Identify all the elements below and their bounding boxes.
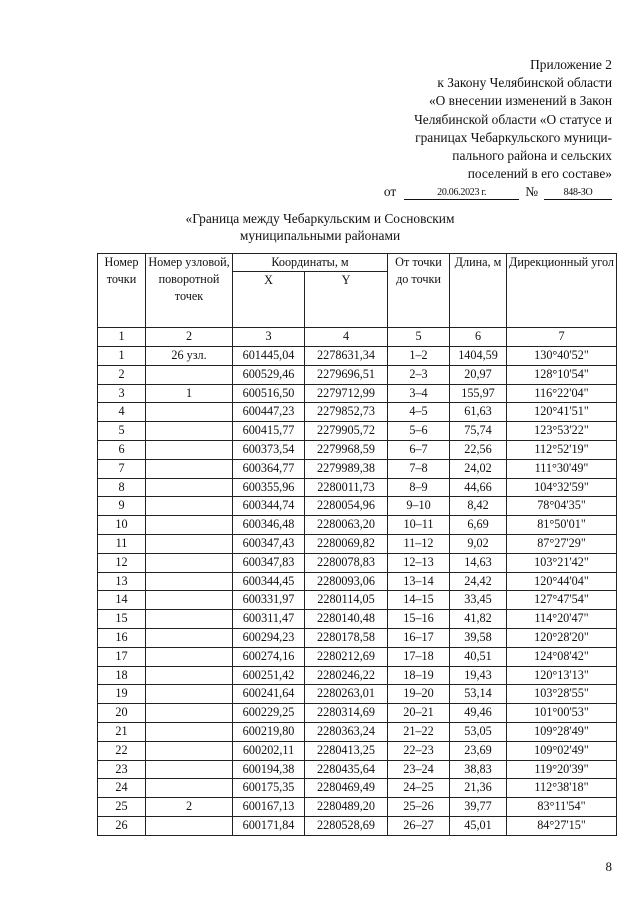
cell-angle: 128°10'54": [507, 365, 617, 384]
cell-angle: 120°44'04": [507, 572, 617, 591]
cell-node-number: [146, 647, 233, 666]
cell-length: 19,43: [450, 666, 507, 685]
cell-length: 14,63: [450, 553, 507, 572]
cell-length: 39,77: [450, 798, 507, 817]
table-row: [98, 816, 617, 835]
appendix-header: [352, 56, 612, 202]
cell-x: 600355,96: [233, 478, 305, 497]
cell-length: 6,69: [450, 516, 507, 535]
cell-x: 600344,45: [233, 572, 305, 591]
cell-point-number: 10: [98, 516, 146, 535]
cell-point-number: 9: [98, 497, 146, 516]
cell-x: 600251,42: [233, 666, 305, 685]
table-body: [98, 328, 617, 836]
law-number: 848-ЗО: [544, 187, 612, 200]
cell-y: 2279712,99: [305, 384, 388, 403]
cell-length: 53,05: [450, 722, 507, 741]
appendix-line: «О внесении изменений в Закон: [428, 93, 612, 109]
cell-length: 23,69: [450, 741, 507, 760]
cell-x: 600415,77: [233, 422, 305, 441]
cell-point-number: 24: [98, 779, 146, 798]
table-row: [98, 760, 617, 779]
cell-angle: 103°21'42": [507, 553, 617, 572]
table-row: [98, 704, 617, 723]
cell-length: 24,02: [450, 459, 507, 478]
cell-node-number: [146, 666, 233, 685]
cell-point-number: 11: [98, 534, 146, 553]
header-angle: Дирекционный угол: [507, 254, 617, 328]
cell-angle: 124°08'42": [507, 647, 617, 666]
appendix-line: границах Чебаркульского муници-: [415, 129, 612, 145]
table-row: [98, 478, 617, 497]
cell-angle: 104°32'59": [507, 478, 617, 497]
cell-angle: 84°27'15": [507, 816, 617, 835]
cell-y: 2280011,73: [305, 478, 388, 497]
table-row: [98, 572, 617, 591]
cell-segment: 25–26: [388, 798, 450, 817]
cell-angle: 83°11'54": [507, 798, 617, 817]
cell-node-number: [146, 591, 233, 610]
cell-y: 2278631,34: [305, 347, 388, 366]
cell-segment: 12–13: [388, 553, 450, 572]
cell-node-number: 26 узл.: [146, 347, 233, 366]
table-row: [98, 685, 617, 704]
appendix-line: Приложение 2: [530, 57, 612, 72]
cell-length: 40,51: [450, 647, 507, 666]
cell-length: 61,63: [450, 403, 507, 422]
table-row: [98, 647, 617, 666]
cell-length: 49,46: [450, 704, 507, 723]
cell-segment: 21–22: [388, 722, 450, 741]
cell-point-number: 4: [98, 403, 146, 422]
header-y: Y: [305, 272, 388, 328]
cell-segment: 10–11: [388, 516, 450, 535]
cell-angle: 119°20'39": [507, 760, 617, 779]
table-row: [98, 365, 617, 384]
cell-angle: 78°04'35": [507, 497, 617, 516]
cell-x: 600331,97: [233, 591, 305, 610]
cell-node-number: [146, 440, 233, 459]
cell-angle: 127°47'54": [507, 591, 617, 610]
column-index-row: [98, 328, 617, 347]
cell-length: 41,82: [450, 610, 507, 629]
table-row: [98, 779, 617, 798]
cell-angle: 103°28'55": [507, 685, 617, 704]
law-date-number: [352, 183, 612, 201]
cell-node-number: [146, 779, 233, 798]
cell-angle: 112°38'18": [507, 779, 617, 798]
cell-x: 600373,54: [233, 440, 305, 459]
cell-segment: 14–15: [388, 591, 450, 610]
cell-node-number: 1: [146, 384, 233, 403]
cell-node-number: [146, 365, 233, 384]
cell-segment: 8–9: [388, 478, 450, 497]
cell-y: 2280212,69: [305, 647, 388, 666]
table-row: [98, 440, 617, 459]
table-row: [98, 403, 617, 422]
cell-length: 22,56: [450, 440, 507, 459]
appendix-line: пального района и сельских: [452, 148, 612, 164]
header-x: X: [233, 272, 305, 328]
cell-node-number: [146, 478, 233, 497]
cell-angle: 87°27'29": [507, 534, 617, 553]
cell-x: 601445,04: [233, 347, 305, 366]
cell-angle: 123°53'22": [507, 422, 617, 441]
cell-point-number: 7: [98, 459, 146, 478]
cell-length: 24,42: [450, 572, 507, 591]
cell-node-number: [146, 760, 233, 779]
cell-y: 2280246,22: [305, 666, 388, 685]
cell-point-number: 20: [98, 704, 146, 723]
cell-y: 2280069,82: [305, 534, 388, 553]
table-row: [98, 722, 617, 741]
cell-segment: 4–5: [388, 403, 450, 422]
title-line-1: «Граница между Чебаркульским и Сосновским: [185, 211, 455, 226]
cell-node-number: [146, 422, 233, 441]
cell-y: 2279905,72: [305, 422, 388, 441]
cell-node-number: [146, 704, 233, 723]
cell-point-number: 21: [98, 722, 146, 741]
cell-x: 600516,50: [233, 384, 305, 403]
cell-point-number: 12: [98, 553, 146, 572]
number-prefix: №: [525, 184, 538, 200]
cell-segment: 24–25: [388, 779, 450, 798]
header-node-number: Номер узловой, поворотной точек: [146, 254, 233, 328]
cell-node-number: [146, 741, 233, 760]
cell-angle: 130°40'52": [507, 347, 617, 366]
column-index: 1: [98, 328, 146, 347]
cell-x: 600202,11: [233, 741, 305, 760]
cell-node-number: [146, 534, 233, 553]
table-row: [98, 553, 617, 572]
cell-angle: 114°20'47": [507, 610, 617, 629]
cell-angle: 120°13'13": [507, 666, 617, 685]
cell-point-number: 25: [98, 798, 146, 817]
cell-angle: 109°28'49": [507, 722, 617, 741]
cell-x: 600171,84: [233, 816, 305, 835]
cell-point-number: 17: [98, 647, 146, 666]
cell-segment: 15–16: [388, 610, 450, 629]
cell-x: 600194,38: [233, 760, 305, 779]
cell-x: 600311,47: [233, 610, 305, 629]
cell-segment: 11–12: [388, 534, 450, 553]
cell-segment: 16–17: [388, 628, 450, 647]
cell-segment: 23–24: [388, 760, 450, 779]
date-prefix: от: [383, 184, 397, 200]
table-row: [98, 741, 617, 760]
cell-angle: 109°02'49": [507, 741, 617, 760]
cell-length: 20,97: [450, 365, 507, 384]
cell-point-number: 1: [98, 347, 146, 366]
cell-x: 600344,74: [233, 497, 305, 516]
cell-x: 600347,83: [233, 553, 305, 572]
column-index: 6: [450, 328, 507, 347]
cell-node-number: [146, 516, 233, 535]
table-row: [98, 534, 617, 553]
table-row: [98, 516, 617, 535]
cell-x: 600219,80: [233, 722, 305, 741]
cell-node-number: [146, 572, 233, 591]
table-row: [98, 628, 617, 647]
table-row: [98, 497, 617, 516]
cell-segment: 13–14: [388, 572, 450, 591]
cell-node-number: [146, 816, 233, 835]
cell-length: 155,97: [450, 384, 507, 403]
cell-node-number: [146, 685, 233, 704]
cell-x: 600347,43: [233, 534, 305, 553]
title-line-2: муниципальными районами: [239, 228, 401, 243]
cell-node-number: 2: [146, 798, 233, 817]
cell-point-number: 19: [98, 685, 146, 704]
table-row: [98, 347, 617, 366]
cell-point-number: 14: [98, 591, 146, 610]
cell-angle: 101°00'53": [507, 704, 617, 723]
table-row: [98, 459, 617, 478]
cell-length: 8,42: [450, 497, 507, 516]
column-index: 5: [388, 328, 450, 347]
cell-length: 39,58: [450, 628, 507, 647]
cell-segment: 9–10: [388, 497, 450, 516]
cell-point-number: 22: [98, 741, 146, 760]
cell-segment: 17–18: [388, 647, 450, 666]
table-row: [98, 666, 617, 685]
cell-point-number: 13: [98, 572, 146, 591]
cell-y: 2280489,20: [305, 798, 388, 817]
header-point-number: Номер точки: [98, 254, 146, 328]
cell-length: 21,36: [450, 779, 507, 798]
cell-segment: 7–8: [388, 459, 450, 478]
cell-y: 2280528,69: [305, 816, 388, 835]
cell-segment: 2–3: [388, 365, 450, 384]
column-index: 7: [507, 328, 617, 347]
cell-y: 2280178,58: [305, 628, 388, 647]
cell-angle: 112°52'19": [507, 440, 617, 459]
cell-y: 2280469,49: [305, 779, 388, 798]
law-date: 20.06.2023 г.: [404, 187, 519, 200]
cell-angle: 111°30'49": [507, 459, 617, 478]
cell-x: 600274,16: [233, 647, 305, 666]
cell-point-number: 26: [98, 816, 146, 835]
cell-point-number: 6: [98, 440, 146, 459]
cell-y: 2280093,06: [305, 572, 388, 591]
cell-y: 2280114,05: [305, 591, 388, 610]
table-row: [98, 798, 617, 817]
cell-point-number: 8: [98, 478, 146, 497]
cell-y: 2280413,25: [305, 741, 388, 760]
appendix-line: Челябинской области «О статусе и: [414, 111, 612, 127]
cell-x: 600167,13: [233, 798, 305, 817]
cell-y: 2279968,59: [305, 440, 388, 459]
cell-x: 600175,35: [233, 779, 305, 798]
cell-point-number: 15: [98, 610, 146, 629]
cell-y: 2280314,69: [305, 704, 388, 723]
cell-point-number: 18: [98, 666, 146, 685]
table-row: [98, 591, 617, 610]
cell-x: 600364,77: [233, 459, 305, 478]
cell-length: 38,83: [450, 760, 507, 779]
cell-segment: 20–21: [388, 704, 450, 723]
table-row: [98, 610, 617, 629]
column-index: 2: [146, 328, 233, 347]
cell-node-number: [146, 628, 233, 647]
appendix-line: поселений в его составе»: [467, 166, 612, 182]
cell-node-number: [146, 497, 233, 516]
cell-angle: 116°22'04": [507, 384, 617, 403]
cell-node-number: [146, 553, 233, 572]
cell-angle: 81°50'01": [507, 516, 617, 535]
appendix-line: к Закону Челябинской области: [437, 75, 612, 91]
cell-y: 2280263,01: [305, 685, 388, 704]
header-length: Длина, м: [450, 254, 507, 328]
cell-length: 75,74: [450, 422, 507, 441]
cell-y: 2279852,73: [305, 403, 388, 422]
cell-x: 600229,25: [233, 704, 305, 723]
table-row: [98, 422, 617, 441]
header-coordinates: Координаты, м: [233, 254, 388, 272]
cell-segment: 5–6: [388, 422, 450, 441]
column-index: 4: [305, 328, 388, 347]
cell-segment: 3–4: [388, 384, 450, 403]
cell-length: 53,14: [450, 685, 507, 704]
cell-y: 2279696,51: [305, 365, 388, 384]
cell-node-number: [146, 610, 233, 629]
cell-angle: 120°41'51": [507, 403, 617, 422]
cell-y: 2280435,64: [305, 760, 388, 779]
cell-segment: 19–20: [388, 685, 450, 704]
column-index: 3: [233, 328, 305, 347]
cell-x: 600529,46: [233, 365, 305, 384]
cell-node-number: [146, 722, 233, 741]
cell-point-number: 2: [98, 365, 146, 384]
cell-point-number: 5: [98, 422, 146, 441]
cell-segment: 1–2: [388, 347, 450, 366]
cell-angle: 120°28'20": [507, 628, 617, 647]
table-row: [98, 384, 617, 403]
cell-x: 600294,23: [233, 628, 305, 647]
cell-y: 2280363,24: [305, 722, 388, 741]
cell-y: 2280054,96: [305, 497, 388, 516]
page-number: 8: [605, 859, 612, 874]
cell-length: 33,45: [450, 591, 507, 610]
cell-y: 2280140,48: [305, 610, 388, 629]
cell-point-number: 23: [98, 760, 146, 779]
cell-x: 600447,23: [233, 403, 305, 422]
cell-segment: 6–7: [388, 440, 450, 459]
cell-y: 2279989,38: [305, 459, 388, 478]
document-title: [0, 210, 640, 244]
cell-length: 45,01: [450, 816, 507, 835]
coordinates-table: [97, 253, 617, 836]
cell-y: 2280063,20: [305, 516, 388, 535]
cell-node-number: [146, 459, 233, 478]
cell-x: 600346,48: [233, 516, 305, 535]
cell-length: 1404,59: [450, 347, 507, 366]
cell-point-number: 3: [98, 384, 146, 403]
cell-segment: 18–19: [388, 666, 450, 685]
cell-y: 2280078,83: [305, 553, 388, 572]
cell-segment: 22–23: [388, 741, 450, 760]
cell-x: 600241,64: [233, 685, 305, 704]
cell-length: 44,66: [450, 478, 507, 497]
cell-length: 9,02: [450, 534, 507, 553]
cell-segment: 26–27: [388, 816, 450, 835]
cell-node-number: [146, 403, 233, 422]
header-from-point: От точки до точки: [388, 254, 450, 328]
cell-point-number: 16: [98, 628, 146, 647]
